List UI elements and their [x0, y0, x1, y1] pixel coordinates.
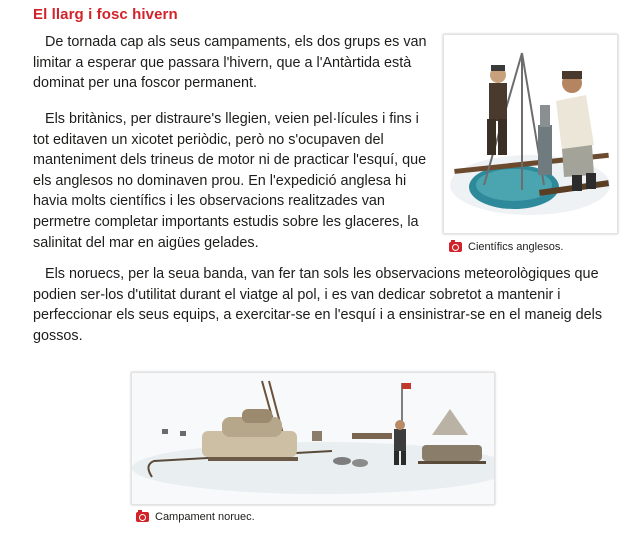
scientists-photo: [443, 34, 618, 234]
scientists-caption: [449, 241, 563, 253]
scientists-caption-text: Científics anglesos.: [468, 241, 564, 253]
paragraph-2: [33, 109, 433, 253]
camera-icon: [136, 512, 149, 522]
camp-caption-text: Campament noruec.: [155, 511, 255, 523]
paragraph-1-text: De tornada cap als seus campaments, els dos grups es van limitar a esperar que passara l'hivern, que a l'Antàrtida està dominat per una foscor permanent.: [33, 34, 427, 92]
paragraph-3-text: Els noruecs, per la seua banda, van fer tan sols les observacions meteorològiques que podien ser-los d'utilitat durant el viatge al pol, i es van dedicar sobretot a mantenir i perfeccionar els seus equips, a exercitar-se en l'esquí i a ensinistrar-se en el maneig dels gossos.: [33, 266, 603, 344]
paragraph-1: [33, 32, 433, 94]
paragraph-3: [33, 264, 603, 346]
paragraph-2-text: Els britànics, per distraure's llegien, veien pel·lícules i fins i tot editaven un xicotet periòdic, però no s'ocupaven del manteniment dels trineus de motor ni de practicar l'esquí, que els anglesos no dominaven prou. En l'expedició anglesa hi havia molts científics i les observacions realitzades van permetre completar importants estudis sobre les glaceres, la salinitat del mar en aigües gelades.: [33, 111, 427, 251]
camera-icon: [449, 242, 462, 252]
camp-caption: [136, 511, 255, 523]
article-title: El llarg i fosc hivern: [33, 6, 178, 23]
camp-photo: [131, 372, 495, 505]
